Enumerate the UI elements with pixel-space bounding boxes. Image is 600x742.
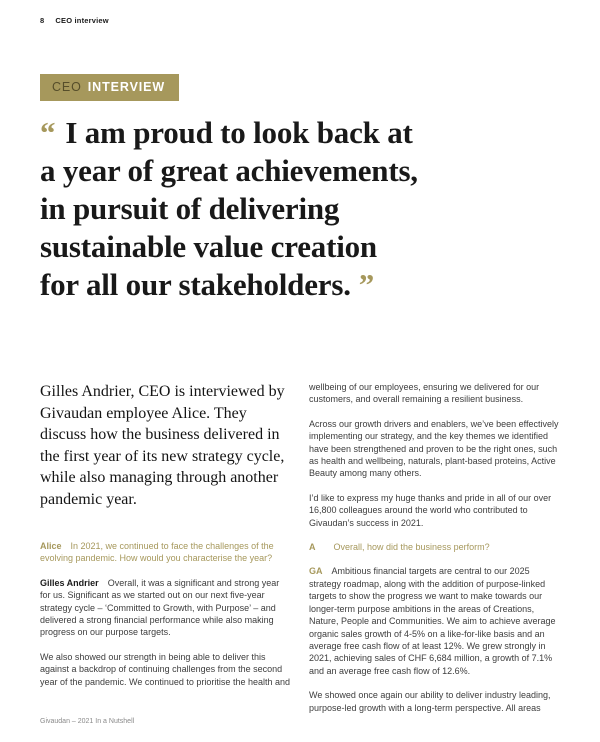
section-label: CEO interview — [55, 16, 109, 25]
body-paragraph: We also showed our strength in being able to deliver this against a backdrop of continuing challenges from the second year of the pandemic. We continued to prioritise the health and — [40, 651, 290, 687]
quote-line — [40, 114, 576, 152]
body-paragraph: Across our growth drivers and enablers, we’ve been effectively implementing our strategy, and the key themes we identified have been strengthened and proven to be the right ones, such as health and wellbeing, naturals, plant-based proteins, Active Beauty among many others. — [309, 418, 559, 479]
page-footer: Givaudan – 2021 In a Nutshell — [40, 718, 135, 725]
body-paragraph: wellbeing of our employees, ensuring we delivered for our customers, and overall remaining a resilient business. — [309, 382, 540, 405]
quote-text: for all our stakeholders. — [40, 267, 351, 302]
left-column — [40, 381, 291, 714]
close-quote-icon: ” — [358, 267, 375, 302]
badge-label: INTERVIEW — [87, 80, 166, 94]
two-column-body — [40, 381, 560, 714]
qa-question — [309, 541, 560, 553]
quote-text: I am proud to look back at — [65, 115, 413, 150]
speaker-label: GA — [309, 566, 323, 577]
qa-question — [40, 540, 291, 565]
page-number: 8 — [40, 16, 45, 25]
page-header — [40, 16, 109, 25]
speaker-label: Gilles Andrier — [40, 577, 99, 588]
qa-answer — [309, 565, 560, 677]
question-text: Overall, how did the business perform? — [333, 542, 490, 553]
answer-text: Ambitious financial targets are central to our 2025 strategy roadmap, along with the addition of purpose-linked targets to show the progress we want to make towards our longer-term purpose ambitions in the areas of Creations, Nature, People and Communities. We aim to achieve average organic sales growth of 4-5% on a like-for-like basis and an average free cash flow of at least 12%. We grew strongly in 2021, achieving sales of CHF 6,684 million, a growth of 7.1% and an average free cash flow of 12.6%. — [309, 566, 556, 676]
qa-answer — [40, 577, 291, 639]
open-quote-icon: “ — [40, 115, 56, 150]
right-column — [309, 381, 560, 714]
quote-line: a year of great achievements, — [40, 153, 418, 188]
ceo-interview-badge — [40, 74, 179, 101]
quote-line: in pursuit of delivering — [40, 191, 340, 226]
quote-line: sustainable value creation — [40, 229, 377, 264]
badge-prefix: CEO — [52, 80, 82, 94]
question-text: In 2021, we continued to face the challenges of the evolving pandemic. How would you characterise the year? — [40, 541, 274, 564]
body-paragraph: I’d like to express my huge thanks and pride in all of our over 16,800 colleagues around the world who contributed to Givaudan’s success in 2021. — [309, 492, 552, 528]
speaker-label: Alice — [40, 541, 62, 551]
answer-text: Overall, it was a significant and strong year for us. Significant as we started out on our next five-year strategy cycle – ‘Committed to Growth, with Purpose’ – and delivered a strong financial performance while also making progress on our purpose targets. — [40, 577, 280, 638]
speaker-label: A — [309, 542, 316, 553]
pull-quote — [40, 114, 576, 304]
body-paragraph: We showed once again our ability to deliver industry leading, purpose-led growth with a long-term perspective. All areas — [309, 690, 551, 713]
quote-line — [40, 266, 576, 304]
intro-paragraph: Gilles Andrier, CEO is interviewed by Givaudan employee Alice. They discuss how the business delivered in the first year of its new strategy cycle, while also managing through another pandemic year. — [40, 383, 285, 508]
